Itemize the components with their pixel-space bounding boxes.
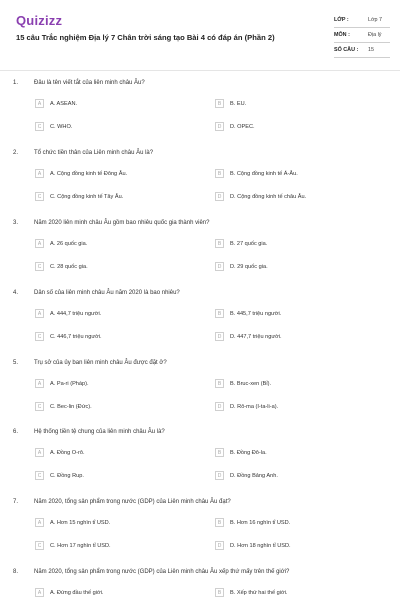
option-text: D. OPEC. [230, 123, 255, 130]
option-text: C. 28 quốc gia. [50, 263, 88, 270]
subject-label: MÔN : [334, 32, 350, 38]
option-text: C. Cộng đồng kinh tế Tây Âu. [50, 193, 124, 200]
meta-divider [334, 57, 390, 58]
option-letter-box: D [215, 262, 224, 271]
option-text: D. Hơn 18 nghìn tỉ USD. [230, 542, 291, 549]
option-letter-box: C [35, 122, 44, 131]
option-letter-box: A [35, 169, 44, 178]
option-text: D. 447,7 triệu người. [230, 333, 282, 340]
option-letter-box: C [35, 192, 44, 201]
option-letter-box: C [35, 402, 44, 411]
option-text: D. Cộng đồng kinh tế châu Âu. [230, 193, 307, 200]
option-text: A. Pa-ri (Pháp). [50, 380, 89, 387]
question-number: 4. [13, 290, 19, 296]
question-1 [0, 80, 400, 140]
option-letter-box: B [215, 169, 224, 178]
question-number: 5. [13, 360, 19, 366]
option-text: D. Đồng Bảng Anh. [230, 472, 278, 479]
question-4 [0, 290, 400, 350]
question-number: 7. [13, 499, 19, 505]
option-text: B. Đồng Đô-la. [230, 449, 267, 456]
question-text: Trụ sở của ủy ban liên minh châu Âu được đặt ở? [34, 360, 167, 366]
option-letter-box: D [215, 122, 224, 131]
option-text: A. Hơn 15 nghìn tỉ USD. [50, 519, 111, 526]
option-text: D. Rô-ma (I-ta-li-a). [230, 403, 279, 410]
option-letter-box: D [215, 192, 224, 201]
grade-value: Lớp 7 [368, 17, 383, 23]
option-letter-box: A [35, 99, 44, 108]
option-letter-box: B [215, 588, 224, 597]
option-text: B. Hơn 16 nghìn tỉ USD. [230, 519, 291, 526]
worksheet-title: 15 câu Trắc nghiệm Địa lý 7 Chân trời sáng tạo Bài 4 có đáp án (Phần 2) [16, 33, 275, 42]
option-letter-box: B [215, 239, 224, 248]
question-8 [0, 569, 400, 600]
option-text: A. Cộng đồng kinh tế Đông Âu. [50, 170, 128, 177]
option-text: C. Hơn 17 nghìn tỉ USD. [50, 542, 111, 549]
question-text: Đâu là tên viết tắt của liên minh châu Âu? [34, 80, 145, 86]
option-letter-box: B [215, 448, 224, 457]
quizizz-logo: Quizizz [16, 13, 63, 28]
option-letter-box: C [35, 471, 44, 480]
option-text: B. Cộng đồng kinh tế Á-Âu. [230, 170, 298, 177]
option-text: C. WHO. [50, 123, 73, 130]
question-text: Năm 2020, tổng sản phẩm trong nước (GDP) của Liên minh châu Âu xếp thứ mấy trên thế giới? [34, 569, 290, 575]
option-letter-box: B [215, 309, 224, 318]
worksheet-header [0, 0, 400, 70]
question-number: 1. [13, 80, 19, 86]
option-text: D. 29 quốc gia. [230, 263, 268, 270]
option-text: C. 446,7 triệu người. [50, 333, 102, 340]
option-letter-box: C [35, 262, 44, 271]
option-text: B. 27 quốc gia. [230, 240, 268, 247]
option-text: B. 445,7 triệu người. [230, 310, 282, 317]
option-letter-box: A [35, 518, 44, 527]
question-text: Dân số của liên minh châu Âu năm 2020 là bao nhiêu? [34, 290, 180, 296]
option-letter-box: A [35, 239, 44, 248]
question-3 [0, 220, 400, 280]
option-text: C. Đồng Rup. [50, 472, 84, 479]
option-text: B. Xếp thứ hai thế giới. [230, 589, 288, 596]
option-text: B. Bruc-xen (Bỉ). [230, 380, 272, 387]
question-7 [0, 499, 400, 559]
option-letter-box: C [35, 332, 44, 341]
question-text: Tổ chức tiền thân của Liên minh châu Âu là? [34, 150, 154, 156]
option-letter-box: B [215, 99, 224, 108]
question-number: 2. [13, 150, 19, 156]
option-letter-box: D [215, 402, 224, 411]
question-number: 3. [13, 220, 19, 226]
meta-divider [334, 27, 390, 28]
header-divider [0, 70, 400, 71]
option-text: B. EU. [230, 100, 247, 107]
grade-label: LỚP : [334, 17, 349, 23]
question-text: Năm 2020 liên minh châu Âu gồm bao nhiêu quốc gia thành viên? [34, 220, 210, 226]
question-6 [0, 429, 400, 489]
option-text: A. 444,7 triệu người. [50, 310, 102, 317]
question-number: 6. [13, 429, 19, 435]
option-letter-box: D [215, 541, 224, 550]
option-letter-box: C [35, 541, 44, 550]
option-text: A. ASEAN. [50, 100, 78, 107]
question-text: Hệ thống tiền tệ chung của liên minh châu Âu là? [34, 429, 165, 435]
option-text: C. Bec-lin (Đức). [50, 403, 92, 410]
option-letter-box: A [35, 588, 44, 597]
question-5 [0, 360, 400, 420]
option-letter-box: A [35, 448, 44, 457]
option-letter-box: D [215, 471, 224, 480]
option-letter-box: B [215, 518, 224, 527]
question-count-label: SỐ CÂU : [334, 47, 359, 53]
option-letter-box: D [215, 332, 224, 341]
option-text: A. Đứng đầu thế giới. [50, 589, 104, 596]
option-text: A. 26 quốc gia. [50, 240, 88, 247]
question-count-value: 15 [368, 47, 374, 53]
question-text: Năm 2020, tổng sản phẩm trong nước (GDP) của Liên minh châu Âu đạt? [34, 499, 231, 505]
question-number: 8. [13, 569, 19, 575]
question-2 [0, 150, 400, 210]
subject-value: Địa lý [368, 32, 382, 38]
meta-divider [334, 42, 390, 43]
option-text: A. Đồng O-rô. [50, 449, 85, 456]
option-letter-box: A [35, 309, 44, 318]
option-letter-box: A [35, 379, 44, 388]
option-letter-box: B [215, 379, 224, 388]
